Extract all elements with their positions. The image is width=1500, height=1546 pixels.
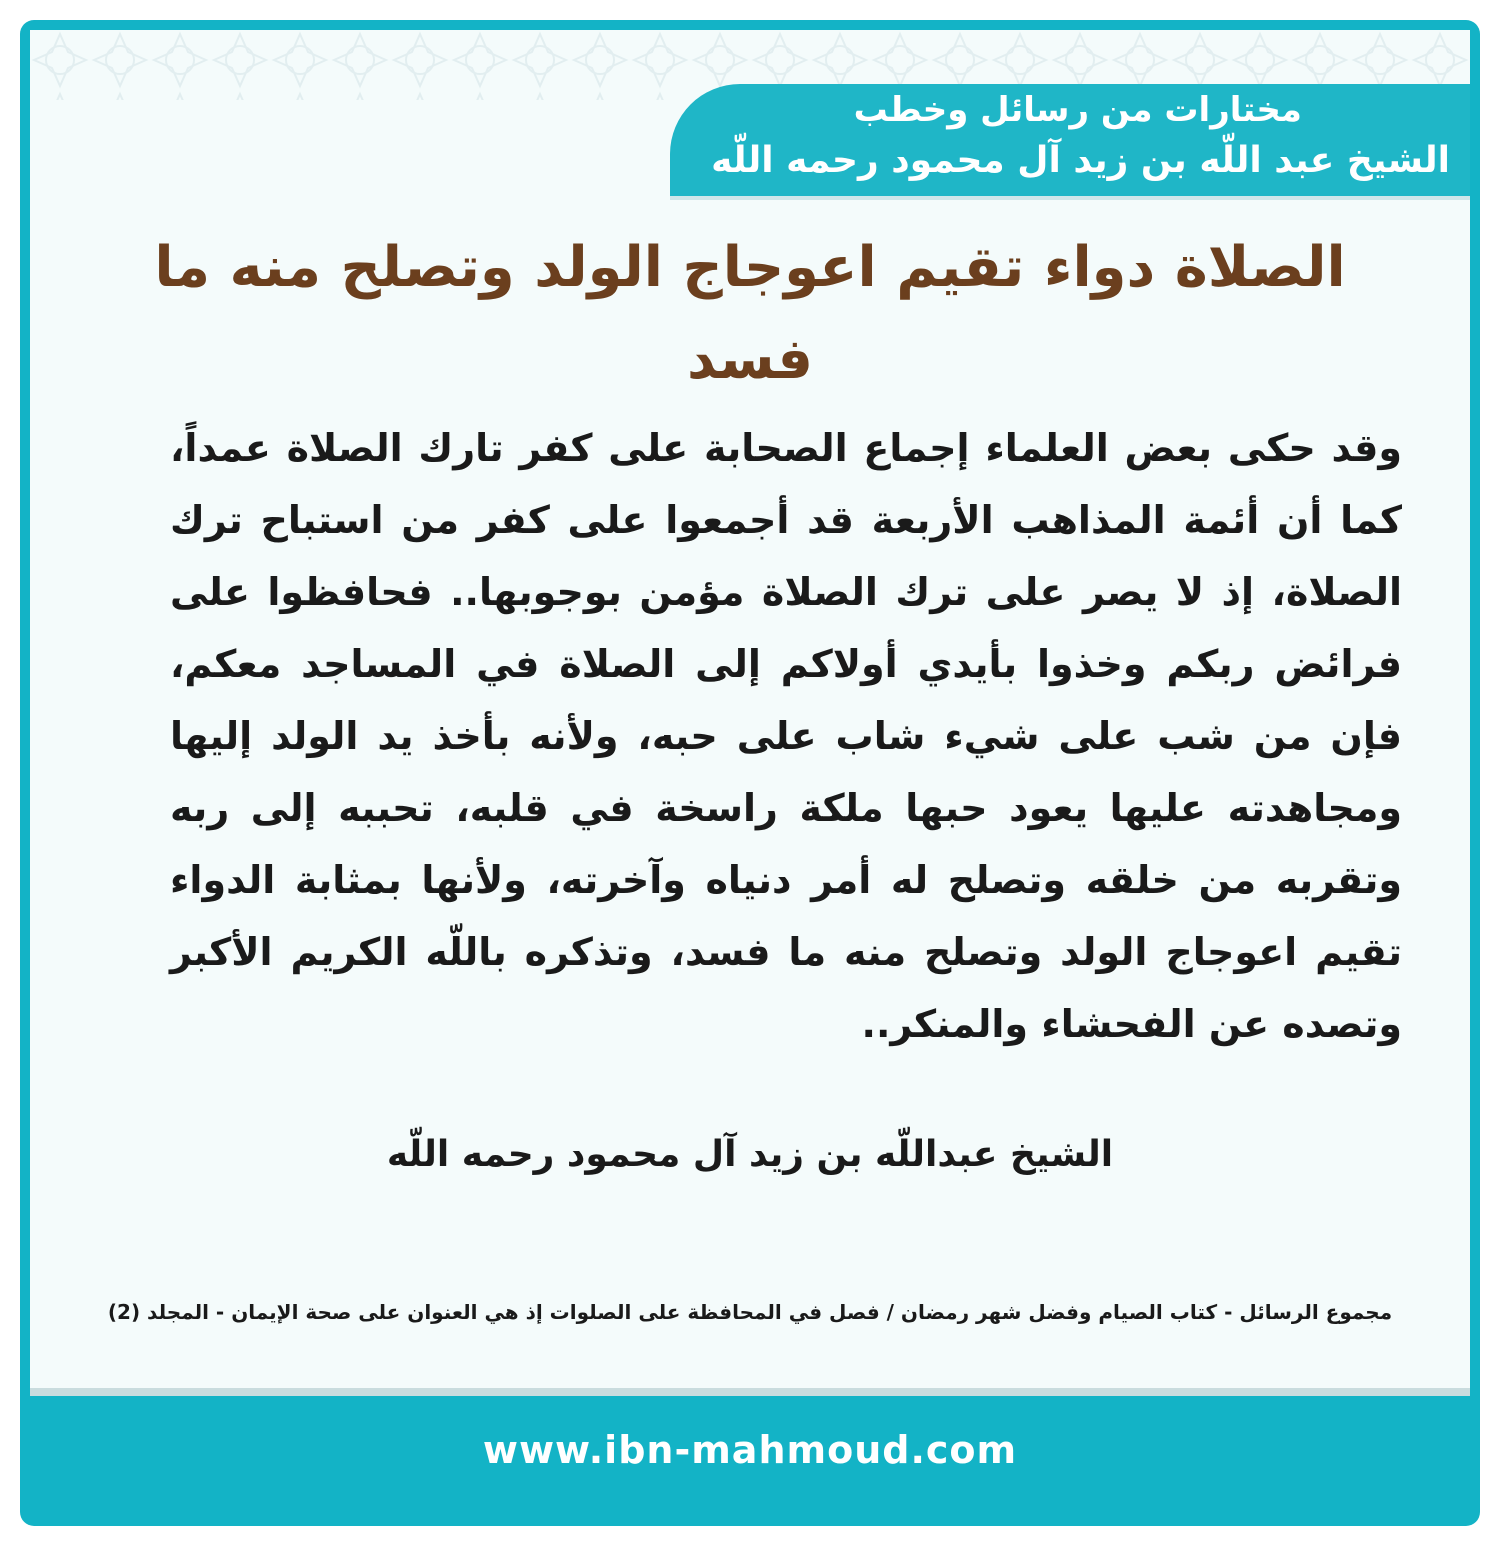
author-signature: الشيخ عبداللّه بن زيد آل محمود رحمه اللّه [386, 1134, 1114, 1175]
source-reference: مجموع الرسائل - كتاب الصيام وفضل شهر رمضان / فصل في المحافظة على الصلوات إذ هي العنوان على صحة الإيمان - المجلد (2) [107, 1300, 1393, 1324]
article-title: الصلاة دواء تقيم اعوجاج الولد وتصلح منه ما فسد [154, 235, 1346, 392]
website-link[interactable]: www.ibn-mahmoud.com [482, 1428, 1018, 1472]
article-body: وقد حكى بعض العلماء إجماع الصحابة على كفر تارك الصلاة عمداً، كما أن أئمة المذاهب الأربعة قد أجمعوا على كفر من استباح ترك الصلاة، إذ لا يصر على ترك الصلاة مؤمن بوجوبها.. فحافظوا على فرائض ربكم وخذوا بأيدي أولاكم إلى الصلاة في المساجد معكم، فإن من شب على شيء شاب على حبه، ولأنه بأخذ يد الولد إليها ومجاهدته عليها يعود حبها ملكة راسخة في قلبه، تحببه إلى ربه وتقربه من خلقه وتصلح له أمر دنياه وآخرته، ولأنها بمثابة الدواء تقيم اعوجاج الولد وتصلح منه ما فسد، وتذكره باللّه الكريم الأكبر وتصده عن الفحشاء والمنكر.. [170, 426, 1402, 1046]
series-title: مختارات من رسائل وخطب [853, 90, 1302, 130]
header-banner [670, 84, 1470, 196]
panel-bottom-rule [30, 1388, 1470, 1396]
content-panel [30, 30, 1470, 1396]
card-frame [20, 20, 1480, 1526]
author-title: الشيخ عبد اللّه بن زيد آل محمود رحمه اللّه [711, 140, 1450, 181]
